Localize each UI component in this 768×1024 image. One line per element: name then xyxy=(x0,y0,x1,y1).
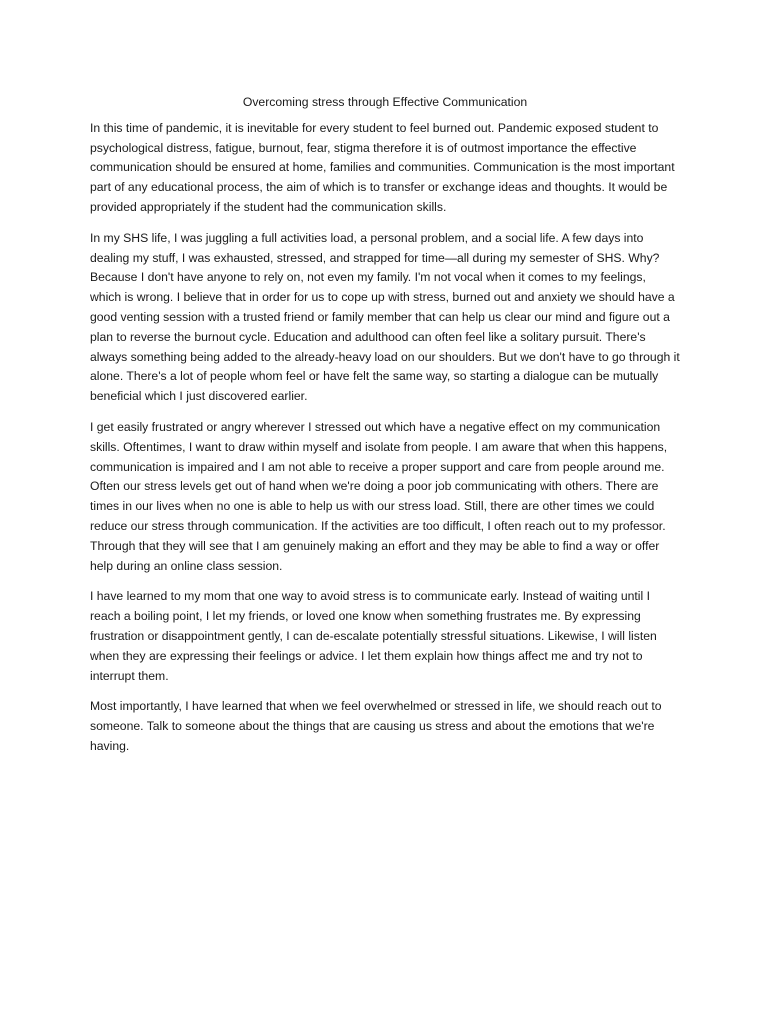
document-title: Overcoming stress through Effective Communication xyxy=(242,95,528,109)
paragraph-5: Most importantly, I have learned that when we feel overwhelmed or stressed in life, we should reach out to someone. Talk to someone about the things that are causing us stress and about the emotions that we're having. xyxy=(90,699,662,753)
paragraph-1: In this time of pandemic, it is inevitable for every student to feel burned out. Pandemic exposed student to psychological distress, fatigue, burnout, fear, stigma therefore it is of outmost importance the effective communication should be ensured at home, families and communities. Communication is the most important part of any educational process, the aim of which is to transfer or exchange ideas and thoughts. It would be provided appropriately if the student had the communication skills. xyxy=(90,120,675,214)
paragraph-4: I have learned to my mom that one way to avoid stress is to communicate early. Instead of waiting until I reach a boiling point, I let my friends, or loved one know when something frustrates me. By expressing frustration or disappointment gently, I can de-escalate potentially stressful situations. Likewise, I will listen when they are expressing their feelings or advice. I let them explain how things affect me and try not to interrupt them. xyxy=(90,589,657,683)
document-body xyxy=(90,93,680,768)
paragraph-3: I get easily frustrated or angry wherever I stressed out which have a negative effect on my communication skills. Oftentimes, I want to draw within myself and isolate from people. I am aware that when this happens, communication is impaired and I am not able to receive a proper support and care from people around me. Often our stress levels get out of hand when we're doing a poor job communicating with others. There are times in our lives when no one is able to help us with our stress load. Still, there are other times we could reduce our stress through communication. If the activities are too difficult, I often reach out to my professor. Through that they will see that I am genuinely making an effort and they may be able to find a way or offer help during an online class session. xyxy=(90,419,668,573)
paragraph-2: In my SHS life, I was juggling a full activities load, a personal problem, and a social life. A few days into dealing my stuff, I was exhausted, stressed, and strapped for time—all during my semester of SHS. Why? Because I don't have anyone to rely on, not even my family. I'm not vocal when it comes to my feelings, which is wrong. I believe that in order for us to cope up with stress, burned out and anxiety we should have a good venting session with a trusted friend or family member that can help us clear our mind and figure out a plan to reverse the burnout cycle. Education and adulthood can often feel like a solitary pursuit. There's always something being added to the already-heavy load on our shoulders. But we don't have to go through it alone. There's a lot of people whom feel or have felt the same way, so starting a dialogue can be mutually beneficial which I just discovered earlier. xyxy=(90,230,680,404)
